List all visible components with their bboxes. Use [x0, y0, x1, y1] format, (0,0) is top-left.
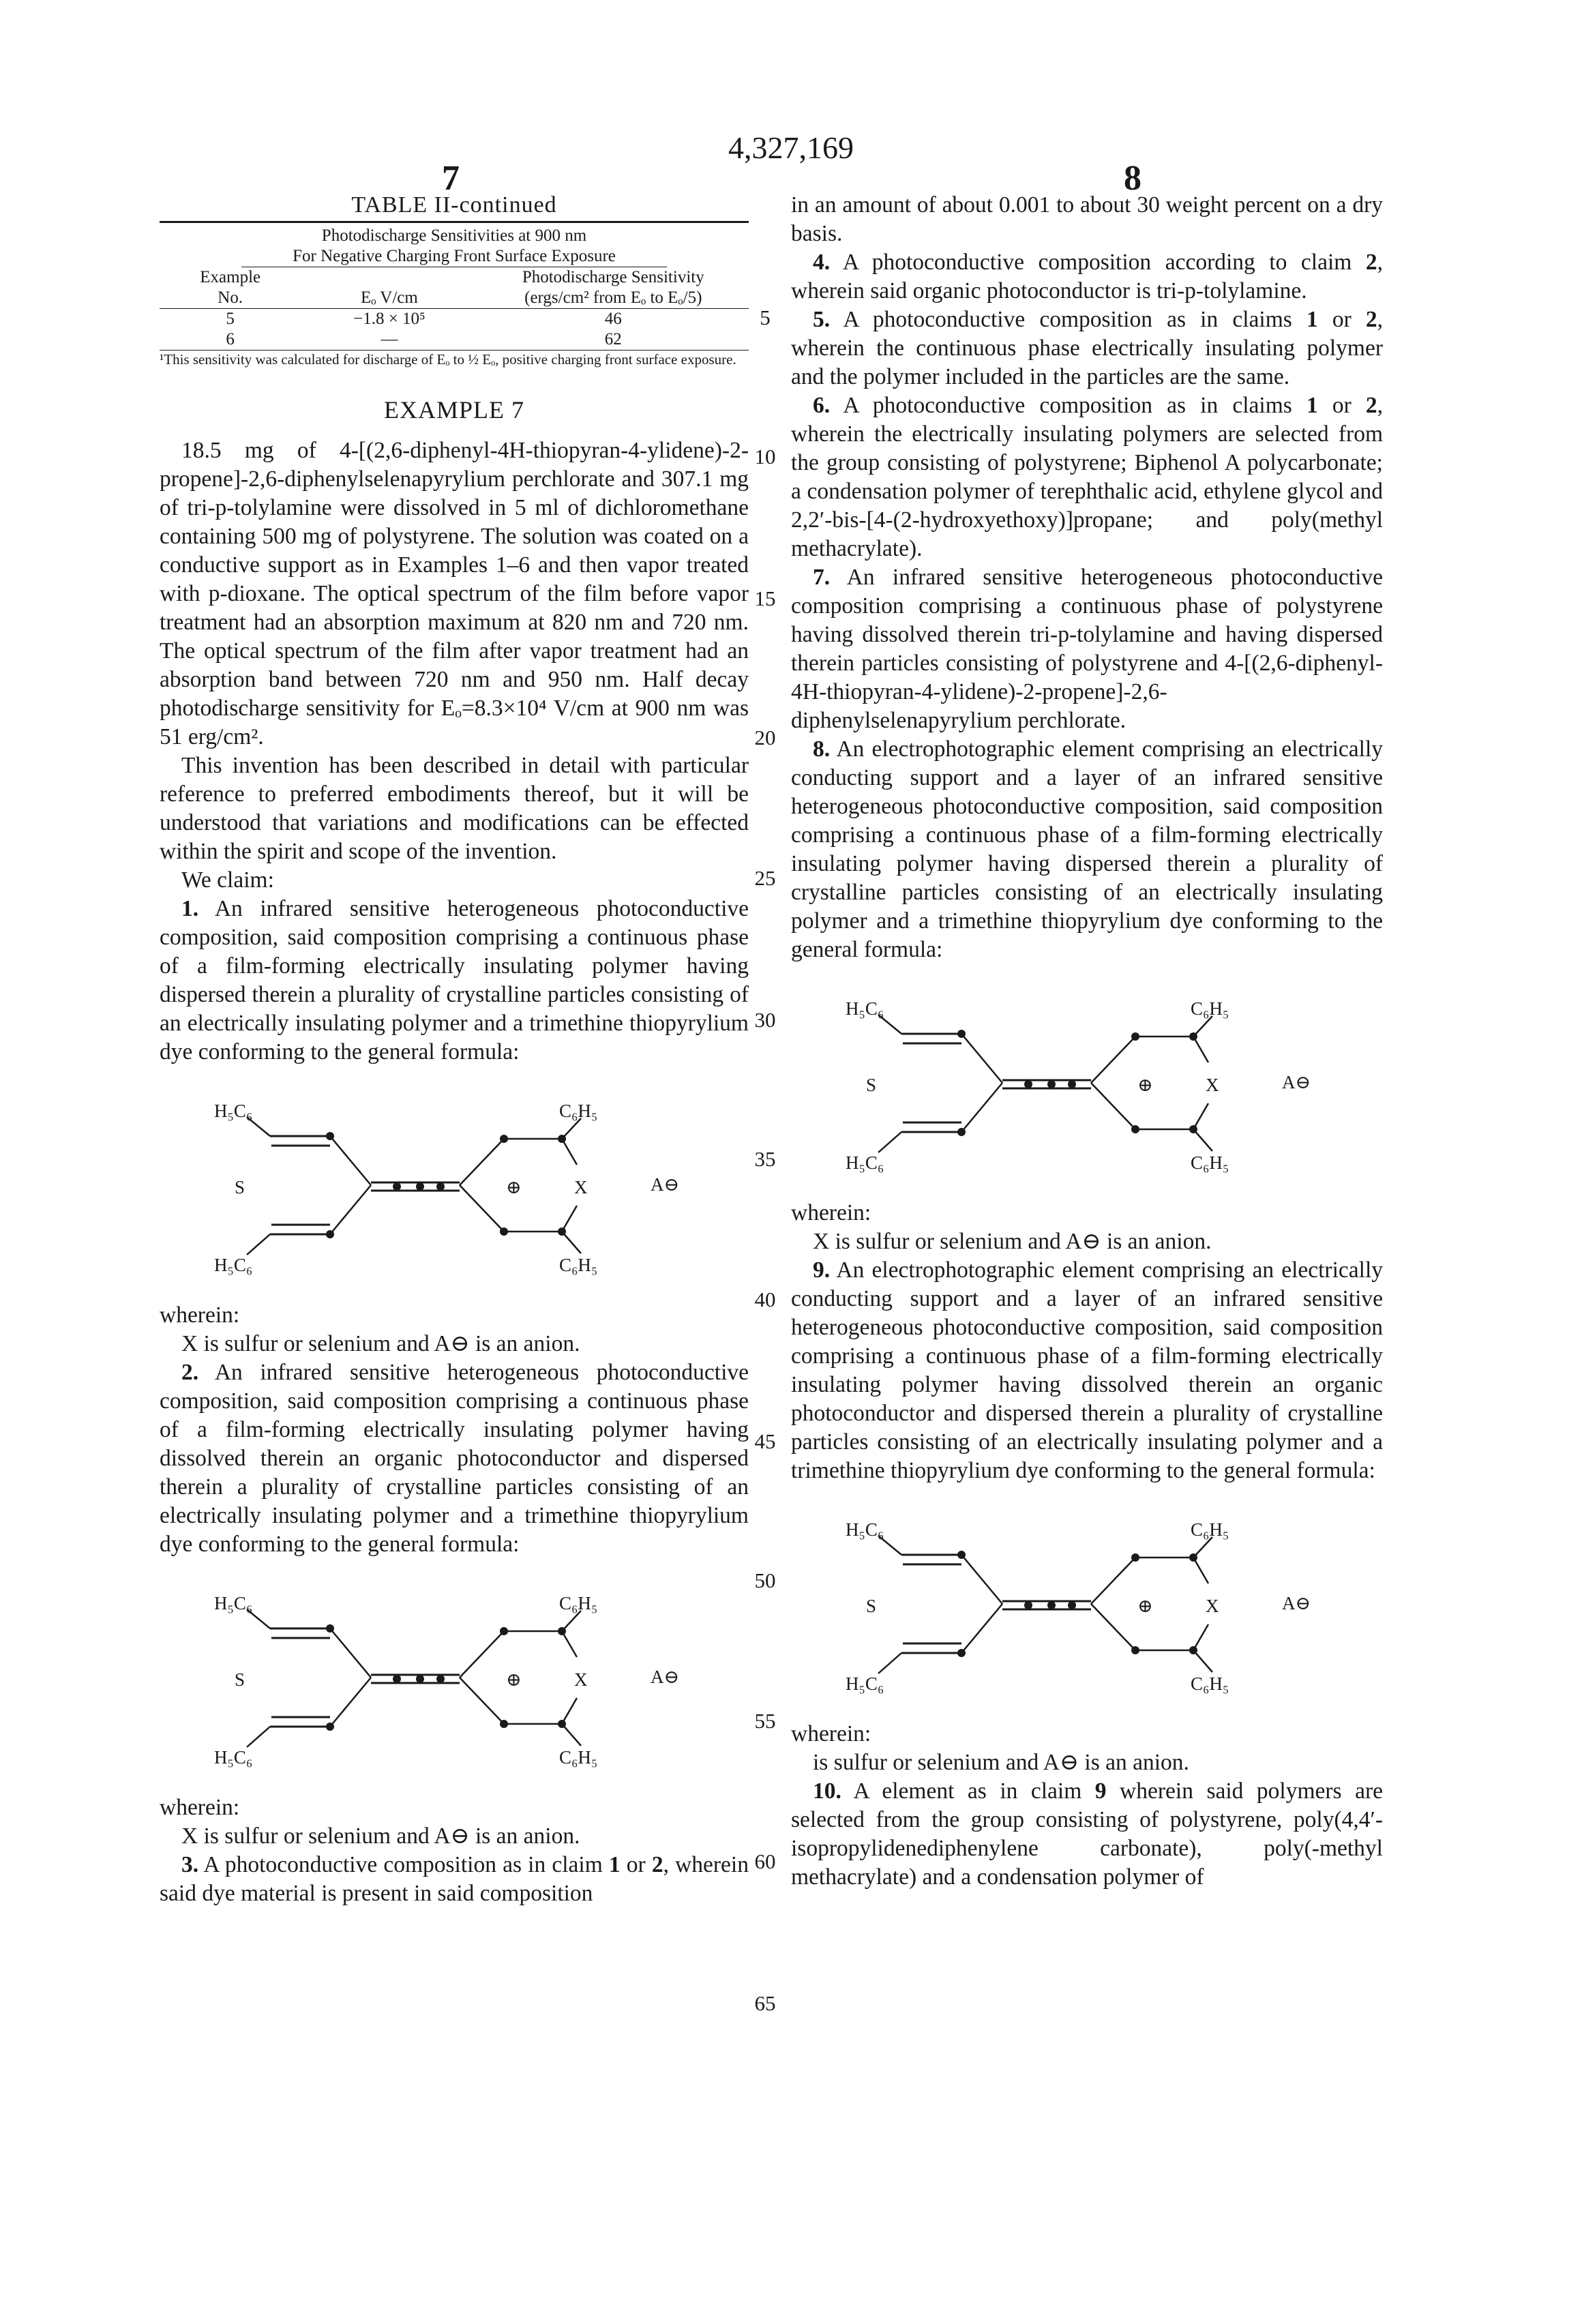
atom-dot [500, 1720, 508, 1728]
claim-text: A photoconductive composition as in claims [843, 393, 1307, 418]
claim-number: 1. [181, 896, 198, 921]
ring-bond [961, 1034, 1002, 1083]
formula-label: S [235, 1665, 245, 1694]
claim-10 [791, 1777, 1383, 1892]
ring-bond [1193, 1624, 1208, 1650]
line-number: 35 [745, 1147, 786, 1172]
right-column [791, 191, 1383, 1892]
claim-text: An electrophotographic element comprising an electrically conducting support and a layer of an infrared sensitive heterogeneous photoconductive composition, said composition comprising a continuous phase of a film-forming electrically insulating polymer having dispersed therein a plurality of crystalline particles consisting of an electrically insulating polymer and a trimethine thiopyrylium dye conforming to the general formula: [791, 736, 1383, 962]
ring-bond [1193, 1037, 1208, 1062]
ring-bond [460, 1678, 504, 1724]
claim-text: or [621, 1852, 652, 1877]
table-caption: For Negative Charging Front Surface Exposure [241, 246, 667, 267]
formula-label: S [235, 1173, 245, 1202]
ring-bond [961, 1555, 1002, 1604]
table-cell: 46 [478, 309, 749, 330]
claim-7 [791, 563, 1383, 735]
atom-dot [500, 1135, 508, 1143]
claim-number: 7. [813, 565, 830, 590]
claim-text: An infrared sensitive heterogeneous photoconductive composition comprising a continuous phase of polystyrene having dissolved therein tri-p-tolylamine and having dispersed therein particles consisting of polystyrene and 4-[(2,6-diphenyl-4H-thiopyran-4-ylidene)-2-propene]-2,6-diphenylselenapyrylium perchlorate. [791, 565, 1383, 733]
atom-dot [326, 1624, 334, 1633]
ring-bond [562, 1206, 577, 1232]
structural-formula [791, 1495, 1383, 1713]
table-cell: — [301, 329, 477, 351]
claim-number: 10. [813, 1778, 841, 1804]
atom-dot [500, 1227, 508, 1236]
formula-label: X [574, 1173, 588, 1202]
atom-dot [1068, 1601, 1076, 1609]
atom-dot [1131, 1646, 1139, 1654]
line-number: 45 [745, 1429, 786, 1454]
atom-dot [326, 1723, 334, 1731]
atom-dot [558, 1627, 566, 1635]
formula-label: C₆H₅ [559, 1251, 597, 1279]
claim-reference: 1 [1307, 393, 1318, 418]
atom-dot [1024, 1601, 1032, 1609]
formula-label: H₅C₆ [846, 1515, 884, 1544]
claim-8 [791, 735, 1383, 964]
claim-3 [160, 1851, 749, 1908]
atom-dot [1024, 1080, 1032, 1088]
claim-reference: 1 [1307, 307, 1318, 332]
line-number: 55 [745, 1709, 786, 1733]
formula-label: X [574, 1665, 588, 1694]
table-header-cell: Eₒ V/cm [301, 288, 477, 309]
atom-dot [393, 1182, 401, 1191]
formula-label: H₅C₆ [214, 1743, 252, 1772]
ring-bond [1091, 1604, 1135, 1650]
ring-bond [330, 1678, 371, 1727]
claim-number: 2. [181, 1360, 198, 1385]
formula-label: ⊕ [1137, 1071, 1153, 1099]
claim-text: , wherein said organic photoconductor is tri-p-tolylamine. [791, 250, 1383, 303]
wherein-label: wherein: [791, 1199, 1383, 1227]
claim-text: , wherein the continuous phase electrically insulating polymer and the polymer included in the particles are the same. [791, 307, 1383, 389]
wherein-label: wherein: [791, 1720, 1383, 1748]
ring-bond [562, 1698, 577, 1724]
line-number: 10 [745, 445, 786, 469]
claim-reference: 2 [1366, 307, 1377, 332]
table-cell: −1.8 × 10⁵ [301, 309, 477, 330]
formula-label: A⊖ [1282, 1068, 1311, 1097]
formula-label: A⊖ [651, 1170, 679, 1199]
table-footnote: ¹This sensitivity was calculated for discharge of Eₒ to ½ Eₒ, positive charging front surface exposure. [160, 351, 749, 368]
formula-label: C₆H₅ [1191, 1669, 1229, 1698]
claim-text: A photoconductive composition according to claim [843, 250, 1366, 275]
formula-label: H₅C₆ [846, 994, 884, 1023]
claim-text: A photoconductive composition as in claim [203, 1852, 608, 1877]
wherein-label: wherein: [160, 1301, 749, 1330]
atom-dot [957, 1030, 966, 1038]
claim-2 [160, 1358, 749, 1559]
structural-formula [160, 1568, 749, 1787]
page-number-right: 8 [1124, 158, 1141, 198]
claim-text: or [1318, 307, 1366, 332]
claim-1 [160, 895, 749, 1067]
claim-reference: 2 [652, 1852, 663, 1877]
ring-bond [460, 1139, 504, 1185]
ring-bond [1091, 1083, 1135, 1129]
formula-label: X [1206, 1071, 1219, 1099]
ring-bond [460, 1185, 504, 1232]
left-column [160, 191, 749, 1908]
claim-number: 9. [813, 1257, 830, 1283]
table-cell: 5 [160, 309, 301, 330]
table-cell: 6 [160, 329, 301, 351]
atom-dot [1131, 1032, 1139, 1041]
ring-bond [1193, 1103, 1208, 1129]
structural-formula [791, 974, 1383, 1192]
atom-dot [1189, 1553, 1197, 1562]
example-heading: EXAMPLE 7 [160, 396, 749, 424]
table-header-cell: Example [160, 267, 301, 288]
claim-text: An infrared sensitive heterogeneous photoconductive composition, said composition comprising a continuous phase of a film-forming electrically insulating polymer having dissolved therein an organic photoconductor and dispersed therein a plurality of crystalline particles consisting of an electrically insulating polymer and a trimethine thiopyrylium dye conforming to the general formula: [160, 1360, 749, 1557]
claim-4 [791, 248, 1383, 306]
formula-label: H₅C₆ [214, 1251, 252, 1279]
closing-paragraph: This invention has been described in detail with particular reference to preferred embodiments thereof, but it will be understood that variations and modifications can be effected within the spirit and scope of the invention. [160, 751, 749, 866]
claim-text: A photoconductive composition as in claims [843, 307, 1307, 332]
table-row [160, 329, 749, 351]
formula-label: C₆H₅ [559, 1589, 597, 1618]
formula-label: ⊕ [506, 1173, 522, 1202]
claim-text: , wherein said dye material is present in said composition [160, 1852, 749, 1906]
line-number: 40 [745, 1287, 786, 1312]
formula-label: H₅C₆ [214, 1097, 252, 1125]
line-number: 20 [745, 726, 786, 750]
ring-bond [961, 1604, 1002, 1653]
atom-dot [436, 1675, 445, 1683]
table-block [160, 191, 749, 368]
atom-dot [1189, 1125, 1197, 1133]
atom-dot [326, 1132, 334, 1140]
atom-dot [558, 1135, 566, 1143]
formula-label: C₆H₅ [559, 1743, 597, 1772]
table-header-cell: (ergs/cm² from Eₒ to Eₒ/5) [478, 288, 749, 309]
formula-label: ⊕ [506, 1665, 522, 1694]
claim-number: 5. [813, 307, 830, 332]
line-number: 25 [745, 866, 786, 891]
wherein-label: wherein: [160, 1793, 749, 1822]
table-cell: 62 [478, 329, 749, 351]
atom-dot [416, 1182, 424, 1191]
atom-dot [1047, 1601, 1056, 1609]
claim-text: A element as in claim [854, 1778, 1095, 1804]
claim-5 [791, 306, 1383, 391]
atom-dot [416, 1675, 424, 1683]
table-header-cell: No. [160, 288, 301, 309]
table-title: TABLE II-continued [160, 191, 749, 220]
we-claim: We claim: [160, 866, 749, 895]
example-paragraph: 18.5 mg of 4-[(2,6-diphenyl-4H-thiopyran-4-ylidene)-2-propene]-2,6-diphenylselenapyrylium perchlorate and 307.1 mg of tri-p-tolylamine were dissolved in 5 ml of dichloromethane containing 500 mg of polystyrene. The solution was coated on a conductive support as in Examples 1–6 and then vapor treated with p-dioxane. The optical spectrum of the film before vapor treatment had an absorption maximum at 820 nm and 720 nm. The optical spectrum of the film after vapor treatment had an absorption band between 720 nm and 950 nm. Half decay photodischarge sensitivity for Eₒ=8.3×10⁴ V/cm at 900 nm was 51 erg/cm². [160, 436, 749, 751]
formula-label: C₆H₅ [1191, 1515, 1229, 1544]
ring-bond [330, 1136, 371, 1185]
claim-text: An infrared sensitive heterogeneous photoconductive composition, said composition comprising a continuous phase of a film-forming electrically insulating polymer having dispersed therein a plurality of crystalline particles consisting of an electrically insulating polymer and a trimethine thiopyrylium dye conforming to the general formula: [160, 896, 749, 1064]
formula-label: H₅C₆ [846, 1148, 884, 1177]
atom-dot [326, 1230, 334, 1238]
claim-reference: 2 [1366, 393, 1377, 418]
variable-definition: is sulfur or selenium and A⊖ is an anion. [791, 1748, 1383, 1777]
variable-definition: X is sulfur or selenium and A⊖ is an anion. [160, 1822, 749, 1851]
formula-label: C₆H₅ [559, 1097, 597, 1125]
atom-dot [1131, 1553, 1139, 1562]
formula-label: X [1206, 1592, 1219, 1620]
ring-bond [1091, 1037, 1135, 1083]
line-number: 65 [745, 1991, 786, 2016]
claim-reference: 1 [609, 1852, 621, 1877]
structural-formula [160, 1076, 749, 1294]
atom-dot [393, 1675, 401, 1683]
line-number: 15 [745, 586, 786, 611]
ring-bond [562, 1139, 577, 1165]
claim-text: or [1318, 393, 1366, 418]
formula-label: C₆H₅ [1191, 994, 1229, 1023]
claim-number: 8. [813, 736, 830, 762]
atom-dot [558, 1227, 566, 1236]
ring-bond [1193, 1558, 1208, 1583]
atom-dot [957, 1128, 966, 1136]
ring-bond [330, 1185, 371, 1234]
formula-label: H₅C₆ [846, 1669, 884, 1698]
formula-label: H₅C₆ [214, 1589, 252, 1618]
formula-label: S [866, 1071, 876, 1099]
atom-dot [957, 1551, 966, 1559]
page-number-left: 7 [442, 158, 460, 198]
atom-dot [558, 1720, 566, 1728]
formula-label: S [866, 1592, 876, 1620]
sensitivity-table [160, 221, 749, 351]
formula-label: ⊕ [1137, 1592, 1153, 1620]
atom-dot [1068, 1080, 1076, 1088]
ring-bond [961, 1083, 1002, 1132]
line-number: 50 [745, 1568, 786, 1593]
claim-number: 4. [813, 250, 830, 275]
claim-text: An electrophotographic element comprising an electrically conducting support and a layer of an infrared sensitive heterogeneous photoconductive composition, said composition comprising a continuous phase of a film-forming electrically insulating polymer having dissolved therein an organic photoconductor and dispersed therein a plurality of crystalline particles consisting of an electrically insulating polymer and a trimethine thiopyrylium dye conforming to the general formula: [791, 1257, 1383, 1483]
formula-label: A⊖ [651, 1663, 679, 1691]
claim-9 [791, 1256, 1383, 1485]
claim-6 [791, 391, 1383, 563]
patent-number: 4,327,169 [682, 130, 900, 166]
claim-reference: 2 [1366, 250, 1377, 275]
atom-dot [957, 1649, 966, 1657]
atom-dot [1131, 1125, 1139, 1133]
ring-bond [562, 1631, 577, 1657]
formula-label: A⊖ [1282, 1589, 1311, 1618]
ring-bond [330, 1628, 371, 1678]
claim-reference: 9 [1095, 1778, 1107, 1804]
claim-number: 3. [181, 1852, 198, 1877]
ring-bond [1091, 1558, 1135, 1604]
claim-number: 6. [813, 393, 830, 418]
variable-definition: X is sulfur or selenium and A⊖ is an anion. [160, 1330, 749, 1358]
table-row [160, 309, 749, 330]
table-header-cell: Photodischarge Sensitivity [478, 267, 749, 288]
line-number: 30 [745, 1008, 786, 1032]
claim-text: , wherein the electrically insulating polymers are selected from the group consisting of polystyrene; Biphenol A polycarbonate; a condensation polymer of terephthalic acid, ethylene glycol and 2,2′-bis-[4-(2-hydroxyethoxy)]propane; and poly(methyl methacrylate). [791, 393, 1383, 561]
table-caption: Photodischarge Sensitivities at 900 nm [160, 222, 749, 247]
atom-dot [1189, 1646, 1197, 1654]
claim-text: wherein said polymers are selected from the group consisting of polystyrene, poly(4,4′-isopropylidenediphenylene carbonate), poly(-methyl methacrylate) and a condensation polymer of [791, 1778, 1383, 1890]
variable-definition: X is sulfur or selenium and A⊖ is an anion. [791, 1227, 1383, 1256]
continued-paragraph: in an amount of about 0.001 to about 30 weight percent on a dry basis. [791, 191, 1383, 248]
ring-bond [460, 1631, 504, 1678]
atom-dot [1189, 1032, 1197, 1041]
line-number: 5 [745, 306, 786, 330]
atom-dot [436, 1182, 445, 1191]
atom-dot [500, 1627, 508, 1635]
formula-label: C₆H₅ [1191, 1148, 1229, 1177]
line-number: 60 [745, 1849, 786, 1874]
atom-dot [1047, 1080, 1056, 1088]
